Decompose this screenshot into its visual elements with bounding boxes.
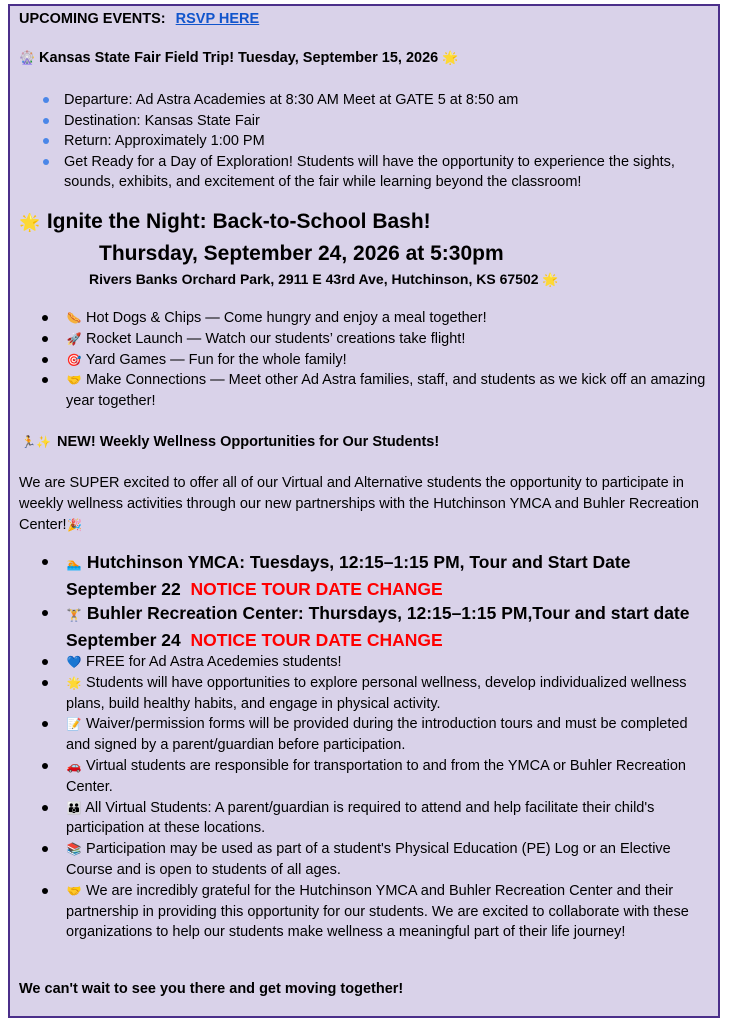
handshake-icon: 🤝 <box>66 883 82 898</box>
list-item <box>19 881 709 943</box>
list-item <box>19 308 709 329</box>
buhler-notice: NOTICE TOUR DATE CHANGE <box>190 629 443 650</box>
wellness-heading <box>19 434 439 450</box>
list-item-text: Yard Games — Fun for the whole family! <box>85 351 347 368</box>
flyer-frame <box>8 4 720 1018</box>
star-icon: 🌟 <box>542 272 559 287</box>
list-item <box>19 756 709 798</box>
wellness-intro-text: We are SUPER excited to offer all of our Virtual and Alternative students the opportunity to participate in weekly wellness activities through our new partnerships with the Hutchinson YMCA and Buhler Recreation Center! <box>19 475 699 533</box>
list-item-text: Students will have opportunities to explore personal wellness, develop individualized wellness plans, build healthy habits, and engage in physical activity. <box>66 674 687 712</box>
list-item <box>19 673 709 715</box>
list-item <box>19 839 709 881</box>
list-item-text: All Virtual Students: A parent/guardian is required to attend and help facilitate their child's participation at these locations. <box>66 799 655 837</box>
memo-icon: 📝 <box>66 717 82 732</box>
buhler-item <box>19 601 709 652</box>
wellness-title: NEW! Weekly Wellness Opportunities for Our Students! <box>57 434 440 450</box>
family-icon: 👪 <box>66 800 82 815</box>
list-item: Departure: Ad Astra Academies at 8:30 AM Meet at GATE 5 at 8:50 am <box>40 90 700 111</box>
list-item <box>19 329 709 350</box>
ymca-text: Hutchinson YMCA: Tuesdays, 12:15–1:15 PM, Tour and Start Date September 22 <box>66 552 631 599</box>
list-item-text: Waiver/permission forms will be provided during the introduction tours and must be completed and signed by a parent/guardian before participation. <box>66 716 688 754</box>
bash-activities <box>19 308 709 412</box>
car-icon: 🚗 <box>66 758 82 773</box>
target-icon: 🎯 <box>66 352 82 367</box>
wellness-intro <box>19 473 709 536</box>
closing-message: We can't wait to see you there and get moving together! <box>19 981 404 997</box>
upcoming-events-label: UPCOMING EVENTS: <box>19 11 166 27</box>
list-item <box>19 652 709 673</box>
rocket-icon: 🚀 <box>66 331 82 346</box>
fair-trip-title: Kansas State Fair Field Trip! Tuesday, September 15, 2026 <box>39 50 439 66</box>
bash-location <box>89 271 558 288</box>
star-icon: 🌟 <box>66 675 82 690</box>
ymca-item <box>19 550 709 601</box>
list-item: Get Ready for a Day of Exploration! Students will have the opportunity to experience the sights, sounds, exhibits, and excitement of the fair while learning beyond the classroom! <box>40 152 700 193</box>
list-item <box>19 714 709 756</box>
buhler-text: Buhler Recreation Center: Thursdays, 12:15–1:15 PM,Tour and start date September 24 <box>66 603 690 650</box>
bash-location-text: Rivers Banks Orchard Park, 2911 E 43rd Ave, Hutchinson, KS 67502 <box>89 271 539 287</box>
fair-trip-heading <box>19 50 458 66</box>
hot-dog-icon: 🌭 <box>66 311 82 325</box>
wellness-list <box>19 550 709 943</box>
list-item <box>19 350 709 371</box>
list-item-text: Virtual students are responsible for transportation to and from the YMCA or Buhler Recreation Center. <box>66 757 686 795</box>
list-item <box>19 798 709 840</box>
list-item: Destination: Kansas State Fair <box>40 111 700 132</box>
fair-trip-details <box>40 90 700 193</box>
runner-sparkles-icon: 🏃✨ <box>21 435 51 449</box>
events-header <box>19 11 259 27</box>
ferris-wheel-icon: 🎡 <box>19 50 36 65</box>
rsvp-link[interactable]: RSVP HERE <box>175 11 260 27</box>
list-item-text: Rocket Launch — Watch our students’ creations take flight! <box>86 330 466 347</box>
bash-title: Ignite the Night: Back-to-School Bash! <box>46 210 431 233</box>
bash-heading <box>19 210 431 234</box>
weightlifter-icon: 🏋 <box>66 608 82 622</box>
blue-heart-icon: 💙 <box>66 655 82 669</box>
bash-date: Thursday, September 24, 2026 at 5:30pm <box>99 242 504 265</box>
party-popper-icon: 🎉 <box>67 518 83 532</box>
list-item-text: Make Connections — Meet other Ad Astra families, staff, and students as we kick off an amazing year together! <box>66 372 706 410</box>
books-icon: 📚 <box>66 842 82 857</box>
list-item-text: FREE for Ad Astra Acedemies students! <box>86 654 342 670</box>
list-item-text: Participation may be used as part of a student's Physical Education (PE) Log or an Elective Course and is open to students of all ages. <box>66 841 671 878</box>
list-item-text: We are incredibly grateful for the Hutchinson YMCA and Buhler Recreation Center and their partnership in providing this opportunity for our students. We are excited to collaborate with these organizations to help our students make wellness a meaningful part of their life journey! <box>66 882 689 941</box>
ymca-notice: NOTICE TOUR DATE CHANGE <box>190 578 443 599</box>
list-item-text: Hot Dogs & Chips — Come hungry and enjoy a meal together! <box>86 310 487 326</box>
list-item: Return: Approximately 1:00 PM <box>40 131 700 152</box>
swimmer-icon: 🏊 <box>66 557 82 571</box>
star-icon: 🌟 <box>19 213 41 232</box>
star-icon: 🌟 <box>442 50 459 65</box>
handshake-icon: 🤝 <box>66 373 82 388</box>
list-item <box>19 370 709 412</box>
